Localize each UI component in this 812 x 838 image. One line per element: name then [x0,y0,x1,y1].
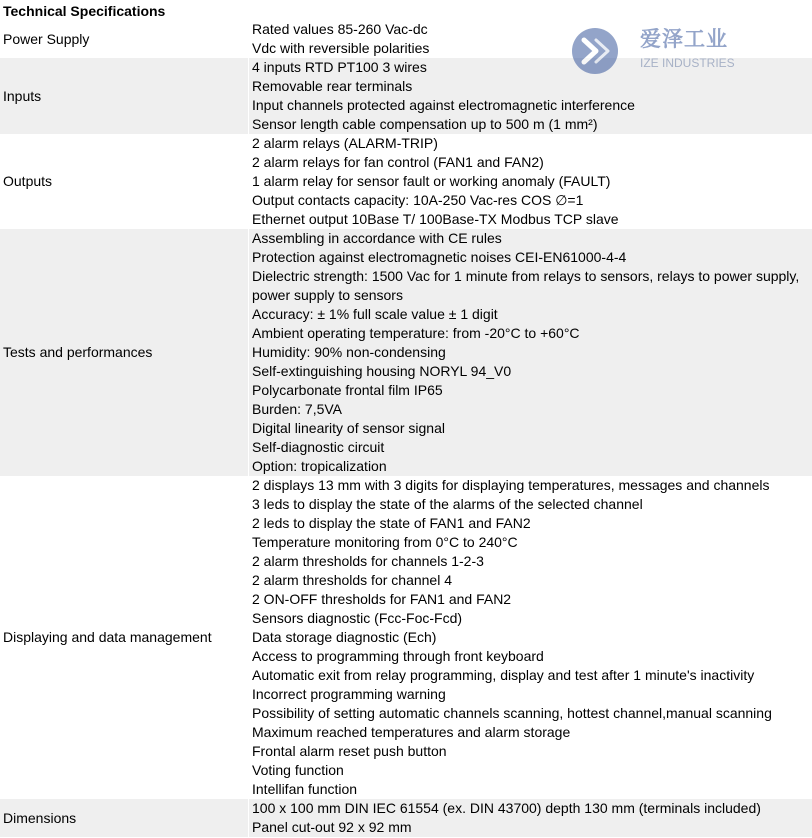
category-label: Dimensions [0,799,249,837]
spec-item: Option: tropicalization [252,458,387,474]
category-values [249,799,812,837]
spec-item: Polycarbonate frontal film IP65 [252,382,443,398]
spec-item: Digital linearity of sensor signal [252,420,445,436]
spec-item: Input channels protected against electromagnetic interference [252,97,635,113]
spec-item: Frontal alarm reset push button [252,743,447,759]
spec-item: 3 leds to display the state of the alarms of the selected channel [252,496,643,512]
spec-item: Rated values 85-260 Vac-dc [252,21,428,37]
spec-item: 2 displays 13 mm with 3 digits for displaying temperatures, messages and channels [252,477,770,493]
spec-item: 2 alarm relays (ALARM-TRIP) [252,135,438,151]
spec-item: Ethernet output 10Base T/ 100Base-TX Modbus TCP slave [252,211,619,227]
spec-item: 1 alarm relay for sensor fault or working anomaly (FAULT) [252,173,611,189]
spec-item: Dielectric strength: 1500 Vac for 1 minute from relays to sensors, relays to power supply, power supply to sensors [252,268,800,303]
spec-item: Temperature monitoring from 0°C to 240°C [252,534,518,550]
spec-item: Voting function [252,762,344,778]
page-title: Technical Specifications [3,3,166,19]
category-label: Tests and performances [0,229,249,476]
spec-item: 2 alarm thresholds for channel 4 [252,572,452,588]
table-row-dimensions [0,799,812,837]
logo-chinese-name: 爱泽工业 [640,28,728,51]
spec-item: Possibility of setting automatic channels scanning, hottest channel,manual scanning [252,705,772,721]
spec-item: Self-diagnostic circuit [252,439,385,455]
category-label: Outputs [0,134,249,229]
category-label: Displaying and data management [0,476,249,799]
spec-item: Incorrect programming warning [252,686,446,702]
spec-item: Self-extinguishing housing NORYL 94_V0 [252,363,512,379]
spec-item: Removable rear terminals [252,78,413,94]
spec-item: Assembling in accordance with CE rules [252,230,502,246]
spec-item: Access to programming through front keyboard [252,648,544,664]
spec-item: Sensor length cable compensation up to 500 m (1 mm²) [252,116,598,132]
spec-item: Intellifan function [252,781,358,797]
spec-item: Protection against electromagnetic noises CEI-EN61000-4-4 [252,249,627,265]
category-label: Power Supply [0,20,249,58]
spec-item: Output contacts capacity: 10A-250 Vac-res COS ∅=1 [252,192,584,208]
ize-logo-icon [570,26,620,76]
watermark-logo [570,24,750,80]
table-row-tests [0,229,812,476]
spec-item: Ambient operating temperature: from -20°C to +60°C [252,325,580,341]
category-values [249,134,812,229]
spec-item: 2 leds to display the state of FAN1 and FAN2 [252,515,531,531]
spec-item: Data storage diagnostic (Ech) [252,629,437,645]
table-row-outputs [0,134,812,229]
spec-item: 2 alarm thresholds for channels 1-2-3 [252,553,484,569]
spec-item: Panel cut-out 92 x 92 mm [252,819,412,835]
specifications-table [0,20,812,837]
spec-item: Automatic exit from relay programming, display and test after 1 minute's inactivity [252,667,755,683]
spec-item: 2 ON-OFF thresholds for FAN1 and FAN2 [252,591,512,607]
spec-item: Humidity: 90% non-condensing [252,344,446,360]
category-label: Inputs [0,58,249,134]
spec-item: Sensors diagnostic (Fcc-Foc-Fcd) [252,610,463,626]
spec-item: 100 x 100 mm DIN IEC 61554 (ex. DIN 43700) depth 130 mm (terminals included) [252,800,761,816]
spec-item: Burden: 7,5VA [252,401,343,417]
category-values [249,476,812,799]
spec-item: Accuracy: ± 1% full scale value ± 1 digit [252,306,498,322]
spec-item: Vdc with reversible polarities [252,40,430,56]
category-values [249,229,812,476]
table-row-displaying [0,476,812,799]
logo-english-name: IZE INDUSTRIES [640,56,735,70]
spec-item: 4 inputs RTD PT100 3 wires [252,59,427,75]
spec-item: 2 alarm relays for fan control (FAN1 and FAN2) [252,154,544,170]
spec-item: Maximum reached temperatures and alarm storage [252,724,571,740]
